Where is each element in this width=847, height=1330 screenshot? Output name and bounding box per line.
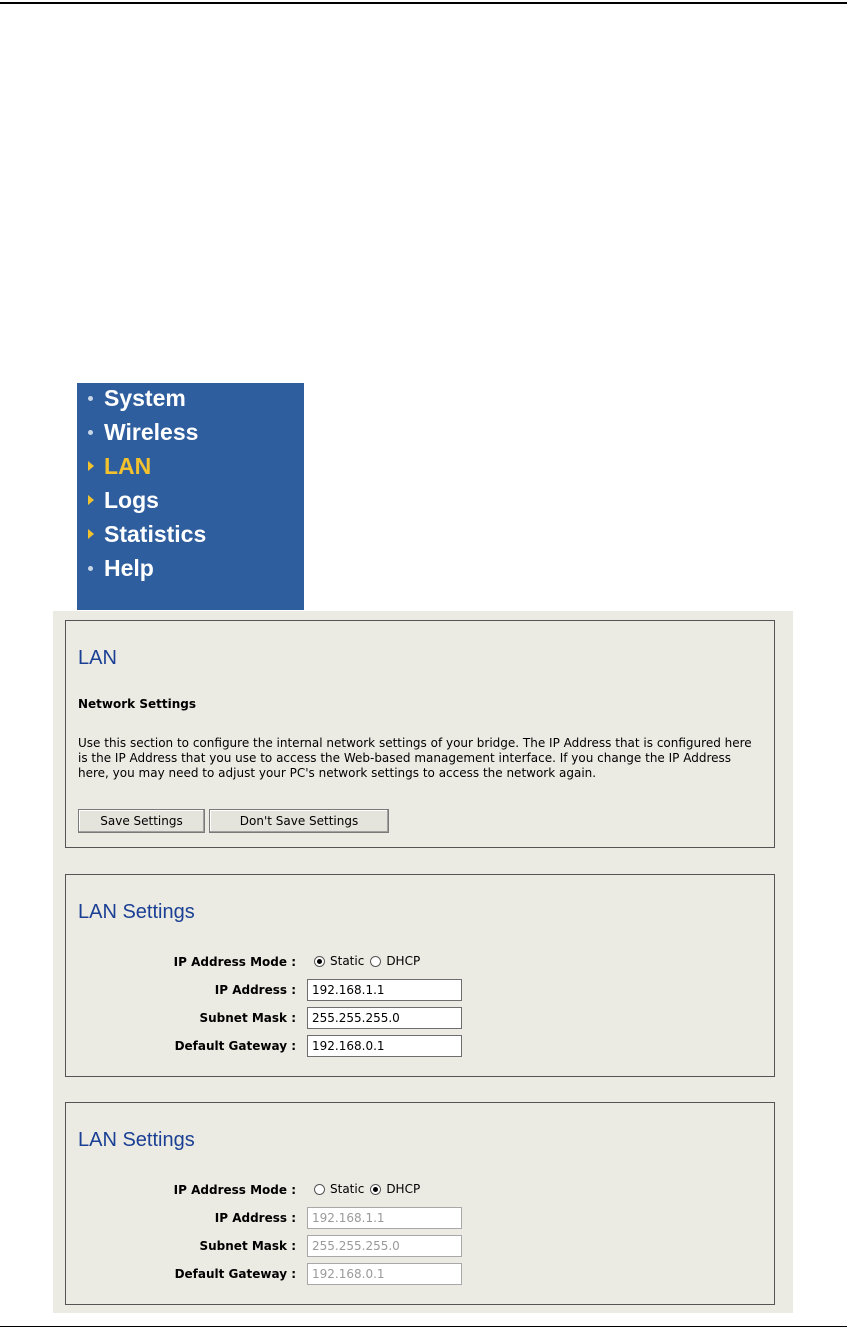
subnet-mask-row <box>66 1007 766 1029</box>
lan-settings-dhcp-panel <box>65 1102 775 1305</box>
top-rule <box>0 2 847 4</box>
subnet-mask-input[interactable] <box>307 1007 462 1029</box>
nav-item-wireless[interactable] <box>87 417 198 447</box>
bottom-rule <box>0 1326 847 1327</box>
section-description: Use this section to configure the internal network settings of your bridge. The IP Address that is configured here is the IP Address that you use to access the Web-based management interface. If you change the IP Address here, you may need to adjust your PC's network settings to access the network again. <box>78 736 752 780</box>
section-title: LAN Settings <box>78 1129 195 1151</box>
subnet-mask-row <box>66 1235 766 1257</box>
dhcp-radio[interactable] <box>370 1184 381 1195</box>
dhcp-radio-label: DHCP <box>386 1182 421 1196</box>
default-gateway-row <box>66 1263 766 1285</box>
ip-address-label: IP Address : <box>214 983 296 997</box>
nav-item-label: System <box>104 384 186 411</box>
arrow-right-icon <box>88 495 94 505</box>
default-gateway-row <box>66 1035 766 1057</box>
ip-address-row <box>66 1207 766 1229</box>
ip-mode-label: IP Address Mode : <box>173 955 296 969</box>
default-gateway-label: Default Gateway : <box>174 1267 296 1281</box>
dhcp-radio-label: DHCP <box>386 954 421 968</box>
dont-save-settings-button[interactable]: Don't Save Settings <box>209 809 389 833</box>
ip-address-row <box>66 979 766 1001</box>
bullet-dot-icon <box>88 396 93 401</box>
lan-panel <box>65 620 775 848</box>
arrow-right-icon <box>88 461 94 471</box>
default-gateway-input[interactable] <box>307 1035 462 1057</box>
default-gateway-label: Default Gateway : <box>174 1039 296 1053</box>
nav-item-label: LAN <box>104 452 152 479</box>
subnet-mask-label: Subnet Mask : <box>199 1239 296 1253</box>
static-radio[interactable] <box>314 956 325 967</box>
default-gateway-input[interactable] <box>307 1263 462 1285</box>
ip-address-input[interactable] <box>307 979 462 1001</box>
nav-item-help[interactable] <box>87 553 154 583</box>
arrow-right-icon <box>88 529 94 539</box>
nav-item-lan[interactable] <box>87 451 151 481</box>
lan-settings-static-panel <box>65 874 775 1077</box>
dhcp-radio[interactable] <box>370 956 381 967</box>
section-title: LAN Settings <box>78 901 195 923</box>
ip-mode-radio-group <box>314 1182 426 1196</box>
nav-item-label: Statistics <box>104 520 207 547</box>
static-radio[interactable] <box>314 1184 325 1195</box>
ip-mode-row <box>66 951 766 973</box>
ip-mode-row <box>66 1179 766 1201</box>
section-subheading: Network Settings <box>78 697 196 711</box>
static-radio-label: Static <box>330 954 365 968</box>
ip-mode-radio-group <box>314 954 426 968</box>
nav-item-label: Wireless <box>104 418 199 445</box>
subnet-mask-input[interactable] <box>307 1235 462 1257</box>
subnet-mask-label: Subnet Mask : <box>199 1011 296 1025</box>
nav-item-system[interactable] <box>87 383 186 413</box>
save-settings-button[interactable]: Save Settings <box>78 809 205 833</box>
ip-mode-label: IP Address Mode : <box>173 1183 296 1197</box>
ip-address-input[interactable] <box>307 1207 462 1229</box>
ip-address-label: IP Address : <box>214 1211 296 1225</box>
bullet-dot-icon <box>88 566 93 571</box>
page-title: LAN <box>78 647 117 669</box>
nav-item-label: Logs <box>104 486 159 513</box>
static-radio-label: Static <box>330 1182 365 1196</box>
nav-item-logs[interactable] <box>87 485 159 515</box>
nav-item-label: Help <box>104 554 154 581</box>
nav-menu <box>77 383 304 610</box>
nav-item-statistics[interactable] <box>87 519 206 549</box>
bullet-dot-icon <box>88 430 93 435</box>
